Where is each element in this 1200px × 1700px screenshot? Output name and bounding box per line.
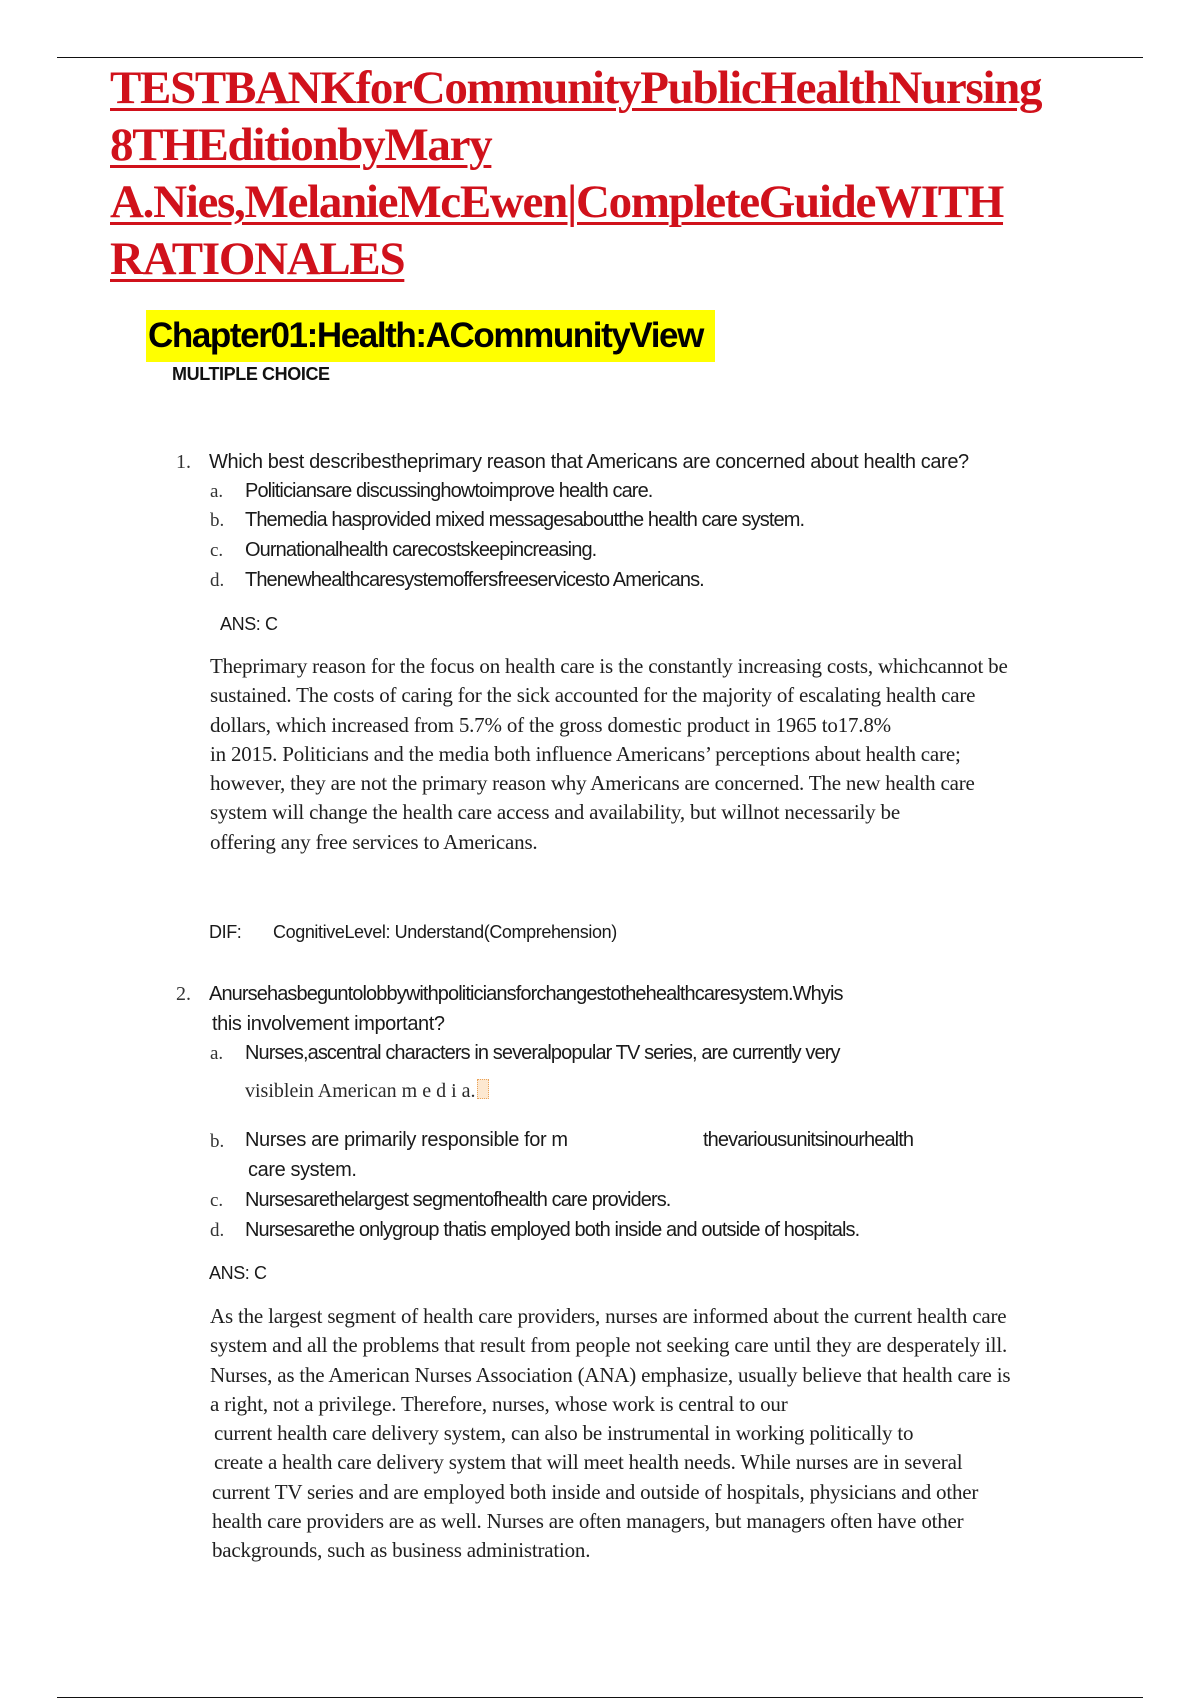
title-line-1: TESTBANKforCommunityPublicHealthNursing [110,62,1042,114]
rationale-line: backgrounds, such as business administration. [212,1538,591,1563]
option-text [245,1079,489,1103]
option-text: Nurses,ascentral characters in severalpopular TV series, are currently very [245,1042,840,1064]
option-text: Thenewhealthcaresystemoffersfreeservicesto Americans. [245,569,704,591]
rationale-line: current health care delivery system, can also be instrumental in working politically to [214,1421,914,1446]
section-label: MULTIPLE CHOICE [172,364,330,384]
option-letter: b. [210,510,225,531]
option-letter: a. [210,481,224,502]
option-text: Nurses are primarily responsible for m [245,1129,568,1151]
text-cursor-marker [477,1079,489,1099]
rationale-line: Theprimary reason for the focus on health care is the constantly increasing costs, whichcannot be [210,654,1008,678]
title-line-4: RATIONALES [110,233,405,285]
difficulty-label: DIF: [209,922,242,942]
rationale [210,652,1127,857]
answer-key: ANS: C [220,614,278,634]
option-letter: c. [210,540,224,561]
rationale-line: create a health care delivery system that will meet health needs. While nurses are in several [214,1450,963,1475]
rationale-line: Nurses, as the American Nurses Association (ANA) emphasize, usually believe that health care is [210,1362,1011,1387]
rationale-line: current TV series and are employed both inside and outside of hospitals, physicians and other [212,1479,979,1504]
question-stem: Anursehasbeguntolobbywithpoliticiansforchangestothehealthcaresystem.Whyis [209,983,843,1005]
option-letter: b. [210,1131,225,1152]
chapter-heading: Chapter01:Health:ACommunityView [146,310,715,362]
question-stem: Which best describestheprimary reason that Americans are concerned about health care? [209,451,969,473]
rationale-line: offering any free services to Americans. [210,829,538,854]
rationale-line: system will change the health care access and availability, but willnot necessarily be [210,800,900,825]
rationale-line: health care providers are as well. Nurses are often managers, but managers often have other [212,1509,964,1534]
option-letter: c. [210,1190,224,1211]
option-text: Themedia hasprovided mixed messagesaboutthe health care system. [245,509,805,531]
rationale-line: system and all the problems that result from people not seeking care until they are desperately ill. [210,1333,1008,1358]
option-text: Nursesarethe onlygroup thatis employed both inside and outside of hospitals. [245,1219,860,1241]
rationale-line: dollars, which increased from 5.7% of the gross domestic product in 1965 to17.8% [210,712,891,737]
option-text: Politiciansare discussinghowtoimprove health care. [245,480,653,502]
rationale-line: in 2015. Politicians and the media both influence Americans’ perceptions about health care; [210,741,961,766]
option-letter: a. [210,1043,224,1064]
option-letter: d. [210,570,225,591]
rationale-line: As the largest segment of health care providers, nurses are informed about the current health care [210,1304,1007,1328]
option-letter: d. [210,1220,225,1241]
rationale-line: sustained. The costs of caring for the sick accounted for the majority of escalating health care [210,683,976,708]
rationale-line: however, they are not the primary reason why Americans are concerned. The new health care [210,771,975,796]
rationale [210,1302,1127,1566]
document-title [110,60,1150,288]
difficulty-value: CognitiveLevel: Understand(Comprehension) [273,922,617,942]
option-text: care system. [248,1159,357,1181]
top-rule [57,57,1143,58]
option-text: Ournationalhealth carecostskeepincreasing. [245,539,597,561]
option-text: Nursesarethelargest segmentofhealth care providers. [245,1189,671,1211]
question-number: 1. [176,451,191,473]
bottom-rule [57,1697,1143,1698]
option-text: thevariousunitsinourhealth [703,1129,914,1151]
option-text-line: visiblein American m e d i a. [245,1080,476,1102]
title-line-2: 8THEditionbyMary [110,119,492,171]
title-line-3: A.Nies,MelanieMcEwen|CompleteGuideWITH [110,176,1004,228]
rationale-line: a right, not a privilege. Therefore, nurses, whose work is central to our [210,1391,788,1416]
question-stem: this involvement important? [212,1013,445,1035]
answer-key: ANS: C [209,1263,267,1283]
question-number: 2. [176,983,191,1005]
